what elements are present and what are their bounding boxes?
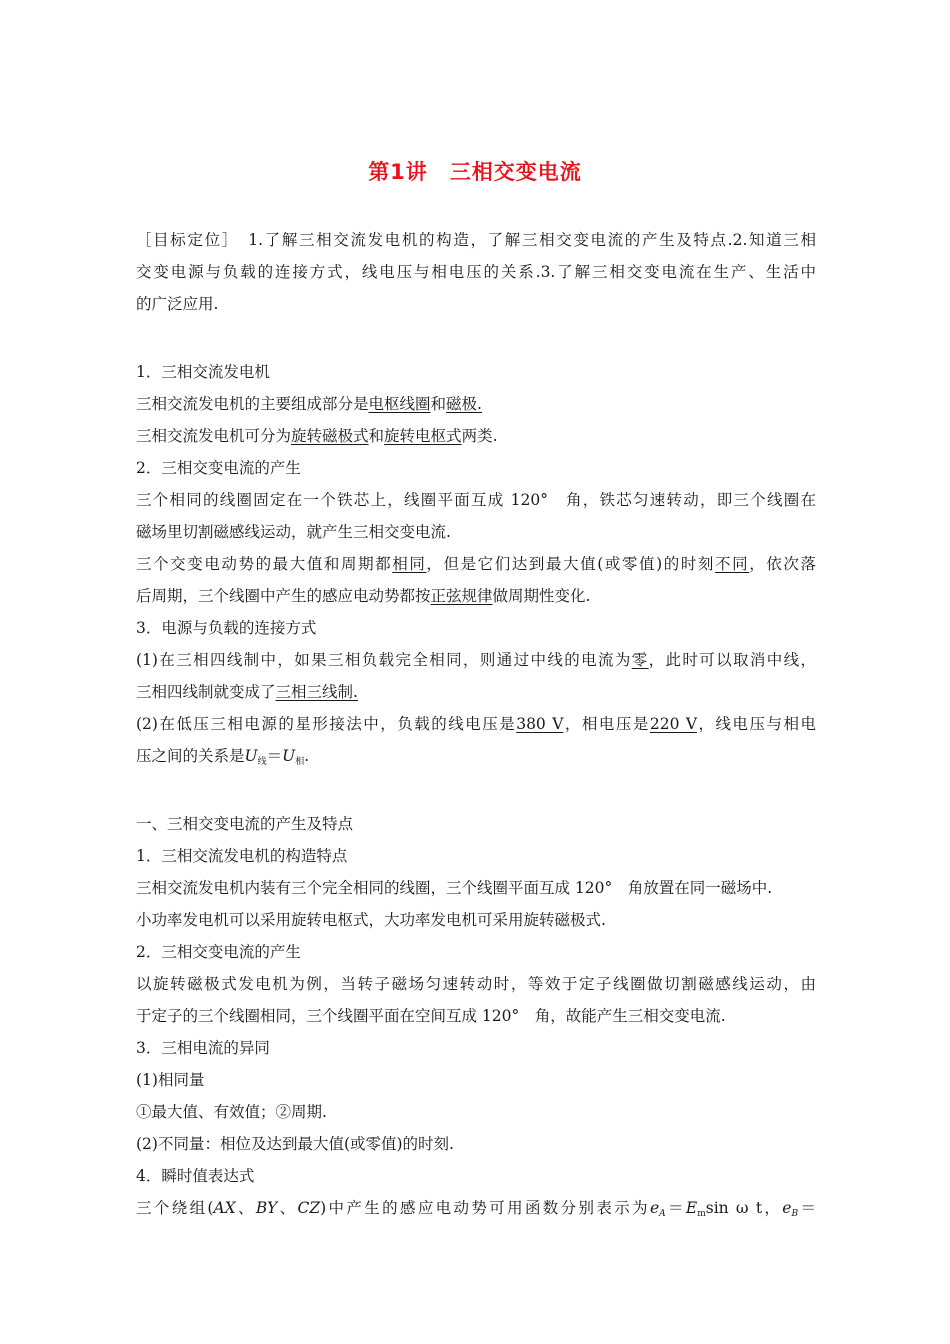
s3-heading: 3．电源与负载的连接方式 [136,619,317,637]
goal-line-2: 交变电源与负载的连接方式，线电压与相电压的关系.3.了解三相交变电流在生产、生活中 [136,263,816,281]
blank-answer: 旋转电枢式 [384,427,462,445]
s3-line-4: 压之间的关系是$U_线=U_相$. [136,747,310,767]
k-h4: 4．瞬时值表达式 [136,1167,255,1185]
blank-answer: 正弦规律 [430,587,493,605]
s2-line-1: 三个相同的线圈固定在一个铁芯上，线圈平面互成 120° 角，铁芯匀速转动，即三个线圈在 [136,491,816,509]
lecture-topic: 三相交变电流 [449,160,582,184]
blank-answer: 电枢线圈 [368,395,431,413]
blank-answer: 220 V [649,715,698,733]
blank-answer: 相同 [392,555,427,573]
k-p4: 于定子的三个线圈相同，三个线圈平面在空间互成 120° 角，故能产生三相交变电流. [136,1007,726,1025]
blank-answer: 三相三线制. [275,683,358,701]
s2-line-3: 三个交变电动势的最大值和周期都相同，但是它们达到最大值(或零值)的时刻不同，依次落 [136,555,816,573]
k-heading: 一、三相交变电流的产生及特点 [136,815,354,833]
s3-line-3: (2)在低压三相电源的星形接法中，负载的线电压是380 V，相电压是220 V，线电压与相电 [136,715,816,733]
k-h1: 1．三相交流发电机的构造特点 [136,847,348,865]
blank-answer: 磁极. [446,395,482,413]
blank-answer: 零 [631,651,649,669]
s2-heading: 2．三相交变电流的产生 [136,459,301,477]
k-p5: (1)相同量 [136,1071,205,1089]
k-p1: 三相交流发电机内装有三个完全相同的线圈，三个线圈平面互成 120° 角放置在同一磁场中. [136,879,773,897]
blank-answer: 旋转磁极式 [291,427,369,445]
goal-line-1: ［目标定位］ 1.了解三相交流发电机的构造，了解三相交变电流的产生及特点.2.知道三相 [136,231,816,249]
s1-line-2: 三相交流发电机可分为旋转磁极式和旋转电枢式两类. [136,427,498,445]
blank-answer: 不同 [715,555,750,573]
k-p7: (2)不同量：相位及达到最大值(或零值)的时刻. [136,1135,454,1153]
k-h3: 3．三相电流的异同 [136,1039,270,1057]
blank-answer: 380 V [516,715,564,733]
k-p6: ①最大值、有效值；②周期. [136,1103,327,1121]
lecture-number: 第1讲 [368,160,428,184]
goal-line-3: 的广泛应用. [136,295,219,313]
k-p8: 三个绕组(AX、BY、CZ)中产生的感应电动势可用函数分别表示为$e_A=E_m\sin$ ω t，$e_B=$ [136,1199,816,1219]
s3-line-2: 三相四线制就变成了三相三线制. [136,683,358,701]
s1-heading: 1．三相交流发电机 [136,363,270,381]
s1-line-1: 三相交流发电机的主要组成部分是电枢线圈和磁极. [136,395,482,413]
k-p2: 小功率发电机可以采用旋转电枢式，大功率发电机可采用旋转磁极式. [136,911,606,929]
s2-line-2: 磁场里切割磁感线运动，就产生三相交变电流. [136,523,451,541]
k-h2: 2．三相交变电流的产生 [136,943,301,961]
page-title [0,156,950,186]
s2-line-4: 后周期，三个线圈中产生的感应电动势都按正弦规律做周期性变化. [136,587,591,605]
s3-line-1: (1)在三相四线制中，如果三相负载完全相同，则通过中线的电流为零，此时可以取消中线， [136,651,816,669]
k-p3: 以旋转磁极式发电机为例，当转子磁场匀速转动时，等效于定子线圈做切割磁感线运动，由 [136,975,816,993]
